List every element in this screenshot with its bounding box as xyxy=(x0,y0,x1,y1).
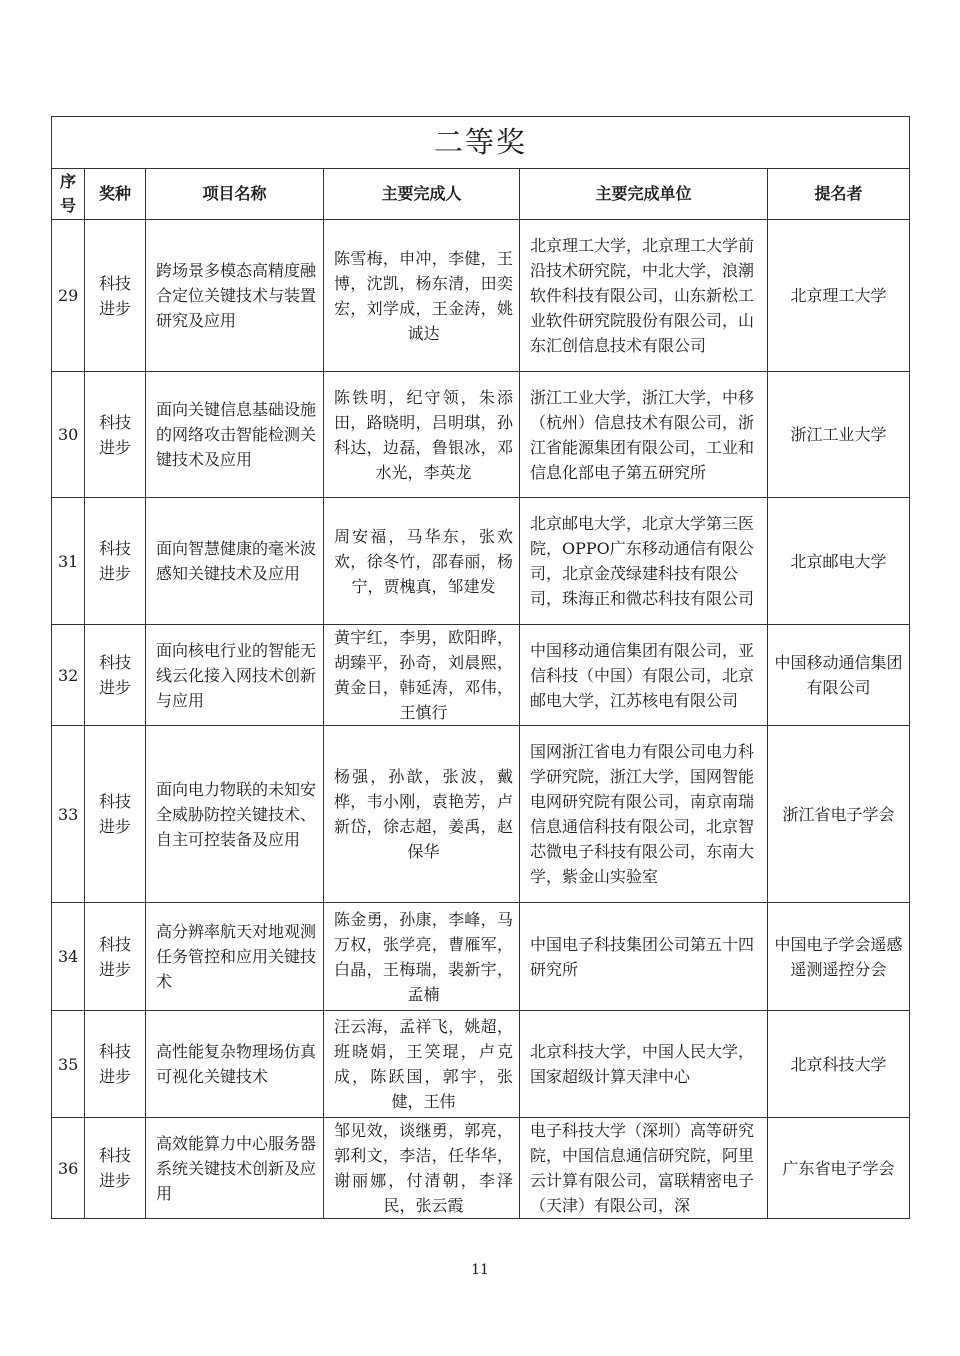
cell-type: 科技进步 xyxy=(85,1011,146,1118)
page-number: 11 xyxy=(471,1262,489,1278)
cell-nominator: 北京科技大学 xyxy=(768,1011,910,1118)
cell-units: 国网浙江省电力有限公司电力科学研究院，浙江大学，国网智能电网研究院有限公司，南京南瑞信息通信科技有限公司，北京智芯微电子科技有限公司，东南大学，紫金山实验室 xyxy=(520,726,768,903)
cell-type: 科技进步 xyxy=(85,220,146,372)
cell-nominator: 中国移动通信集团有限公司 xyxy=(768,625,910,726)
cell-units: 中国电子科技集团公司第五十四研究所 xyxy=(520,903,768,1011)
cell-type: 科技进步 xyxy=(85,498,146,625)
cell-units: 中国移动通信集团有限公司，亚信科技（中国）有限公司，北京邮电大学，江苏核电有限公司 xyxy=(520,625,768,726)
cell-project: 面向关键信息基础设施的网络攻击智能检测关键技术及应用 xyxy=(146,372,324,498)
cell-nominator: 浙江省电子学会 xyxy=(768,726,910,903)
header-nominator: 提名者 xyxy=(768,169,910,220)
header-row xyxy=(52,169,910,220)
cell-persons: 汪云海，孟祥飞，姚超，班晓娟，王笑琨，卢克成，陈跃国，郭宇，张健，王伟 xyxy=(324,1011,520,1118)
cell-seq: 30 xyxy=(52,372,85,498)
table-row xyxy=(52,625,910,726)
cell-project: 高分辨率航天对地观测任务管控和应用关键技术 xyxy=(146,903,324,1011)
cell-persons: 黄宇红，李男，欧阳晔，胡臻平，孙奇，刘晨熙，黄金日，韩延涛，邓伟，王慎行 xyxy=(324,625,520,726)
cell-project: 面向电力物联的未知安全威胁防控关键技术、自主可控装备及应用 xyxy=(146,726,324,903)
cell-seq: 29 xyxy=(52,220,85,372)
cell-type: 科技进步 xyxy=(85,726,146,903)
cell-project: 高性能复杂物理场仿真可视化关键技术 xyxy=(146,1011,324,1118)
cell-units: 电子科技大学（深圳）高等研究院，中国信息通信研究院，阿里云计算有限公司，富联精密电子（天津）有限公司，深 xyxy=(520,1118,768,1219)
table-row xyxy=(52,1118,910,1219)
cell-persons: 杨强，孙歆，张波，戴桦，韦小刚，袁艳芳，卢新岱，徐志超，姜禹，赵保华 xyxy=(324,726,520,903)
cell-nominator: 北京邮电大学 xyxy=(768,498,910,625)
cell-persons: 陈金勇，孙康，李峰，马万权，张学亮，曹雁军，白晶，王梅瑞，裴新宇，孟楠 xyxy=(324,903,520,1011)
cell-seq: 31 xyxy=(52,498,85,625)
cell-seq: 34 xyxy=(52,903,85,1011)
table-body xyxy=(52,220,910,1219)
cell-type: 科技进步 xyxy=(85,625,146,726)
cell-project: 面向核电行业的智能无线云化接入网技术创新与应用 xyxy=(146,625,324,726)
cell-units: 北京科技大学，中国人民大学，国家超级计算天津中心 xyxy=(520,1011,768,1118)
cell-units: 北京理工大学，北京理工大学前沿技术研究院，中北大学，浪潮软件科技有限公司，山东新松工业软件研究院股份有限公司，山东汇创信息技术有限公司 xyxy=(520,220,768,372)
cell-nominator: 中国电子学会遥感遥测遥控分会 xyxy=(768,903,910,1011)
cell-nominator: 浙江工业大学 xyxy=(768,372,910,498)
header-type: 奖种 xyxy=(85,169,146,220)
cell-seq: 35 xyxy=(52,1011,85,1118)
table-row xyxy=(52,1011,910,1118)
header-project: 项目名称 xyxy=(146,169,324,220)
cell-type: 科技进步 xyxy=(85,1118,146,1219)
cell-persons: 陈雪梅，申冲，李健，王博，沈凯，杨东清，田奕宏，刘学成，王金涛，姚诚达 xyxy=(324,220,520,372)
cell-seq: 36 xyxy=(52,1118,85,1219)
cell-project: 跨场景多模态高精度融合定位关键技术与装置研究及应用 xyxy=(146,220,324,372)
table-row xyxy=(52,903,910,1011)
header-persons: 主要完成人 xyxy=(324,169,520,220)
cell-type: 科技进步 xyxy=(85,372,146,498)
table-row xyxy=(52,372,910,498)
award-table xyxy=(51,116,910,1219)
cell-units: 北京邮电大学，北京大学第三医院，OPPO广东移动通信有限公司，北京金茂绿建科技有限公司，珠海正和微芯科技有限公司 xyxy=(520,498,768,625)
cell-persons: 周安福，马华东，张欢欢，徐冬竹，邵春丽，杨宁，贾槐真，邹建发 xyxy=(324,498,520,625)
table-title: 二等奖 xyxy=(52,117,910,169)
table-row xyxy=(52,726,910,903)
table-row xyxy=(52,498,910,625)
cell-project: 高效能算力中心服务器系统关键技术创新及应用 xyxy=(146,1118,324,1219)
cell-type: 科技进步 xyxy=(85,903,146,1011)
cell-units: 浙江工业大学，浙江大学，中移（杭州）信息技术有限公司，浙江省能源集团有限公司，工业和信息化部电子第五研究所 xyxy=(520,372,768,498)
cell-persons: 陈铁明，纪守领，朱添田，路晓明，吕明琪，孙科达，边磊，鲁银冰，邓水光，李英龙 xyxy=(324,372,520,498)
cell-seq: 33 xyxy=(52,726,85,903)
header-seq: 序号 xyxy=(52,169,85,220)
table-row xyxy=(52,220,910,372)
cell-persons: 邹见效，谈继勇，郭亮，郭利文，李洁，任华华，谢丽娜，付清朝，李泽民，张云霞 xyxy=(324,1118,520,1219)
cell-nominator: 广东省电子学会 xyxy=(768,1118,910,1219)
cell-seq: 32 xyxy=(52,625,85,726)
header-units: 主要完成单位 xyxy=(520,169,768,220)
cell-nominator: 北京理工大学 xyxy=(768,220,910,372)
title-row xyxy=(52,117,910,169)
cell-project: 面向智慧健康的毫米波感知关键技术及应用 xyxy=(146,498,324,625)
